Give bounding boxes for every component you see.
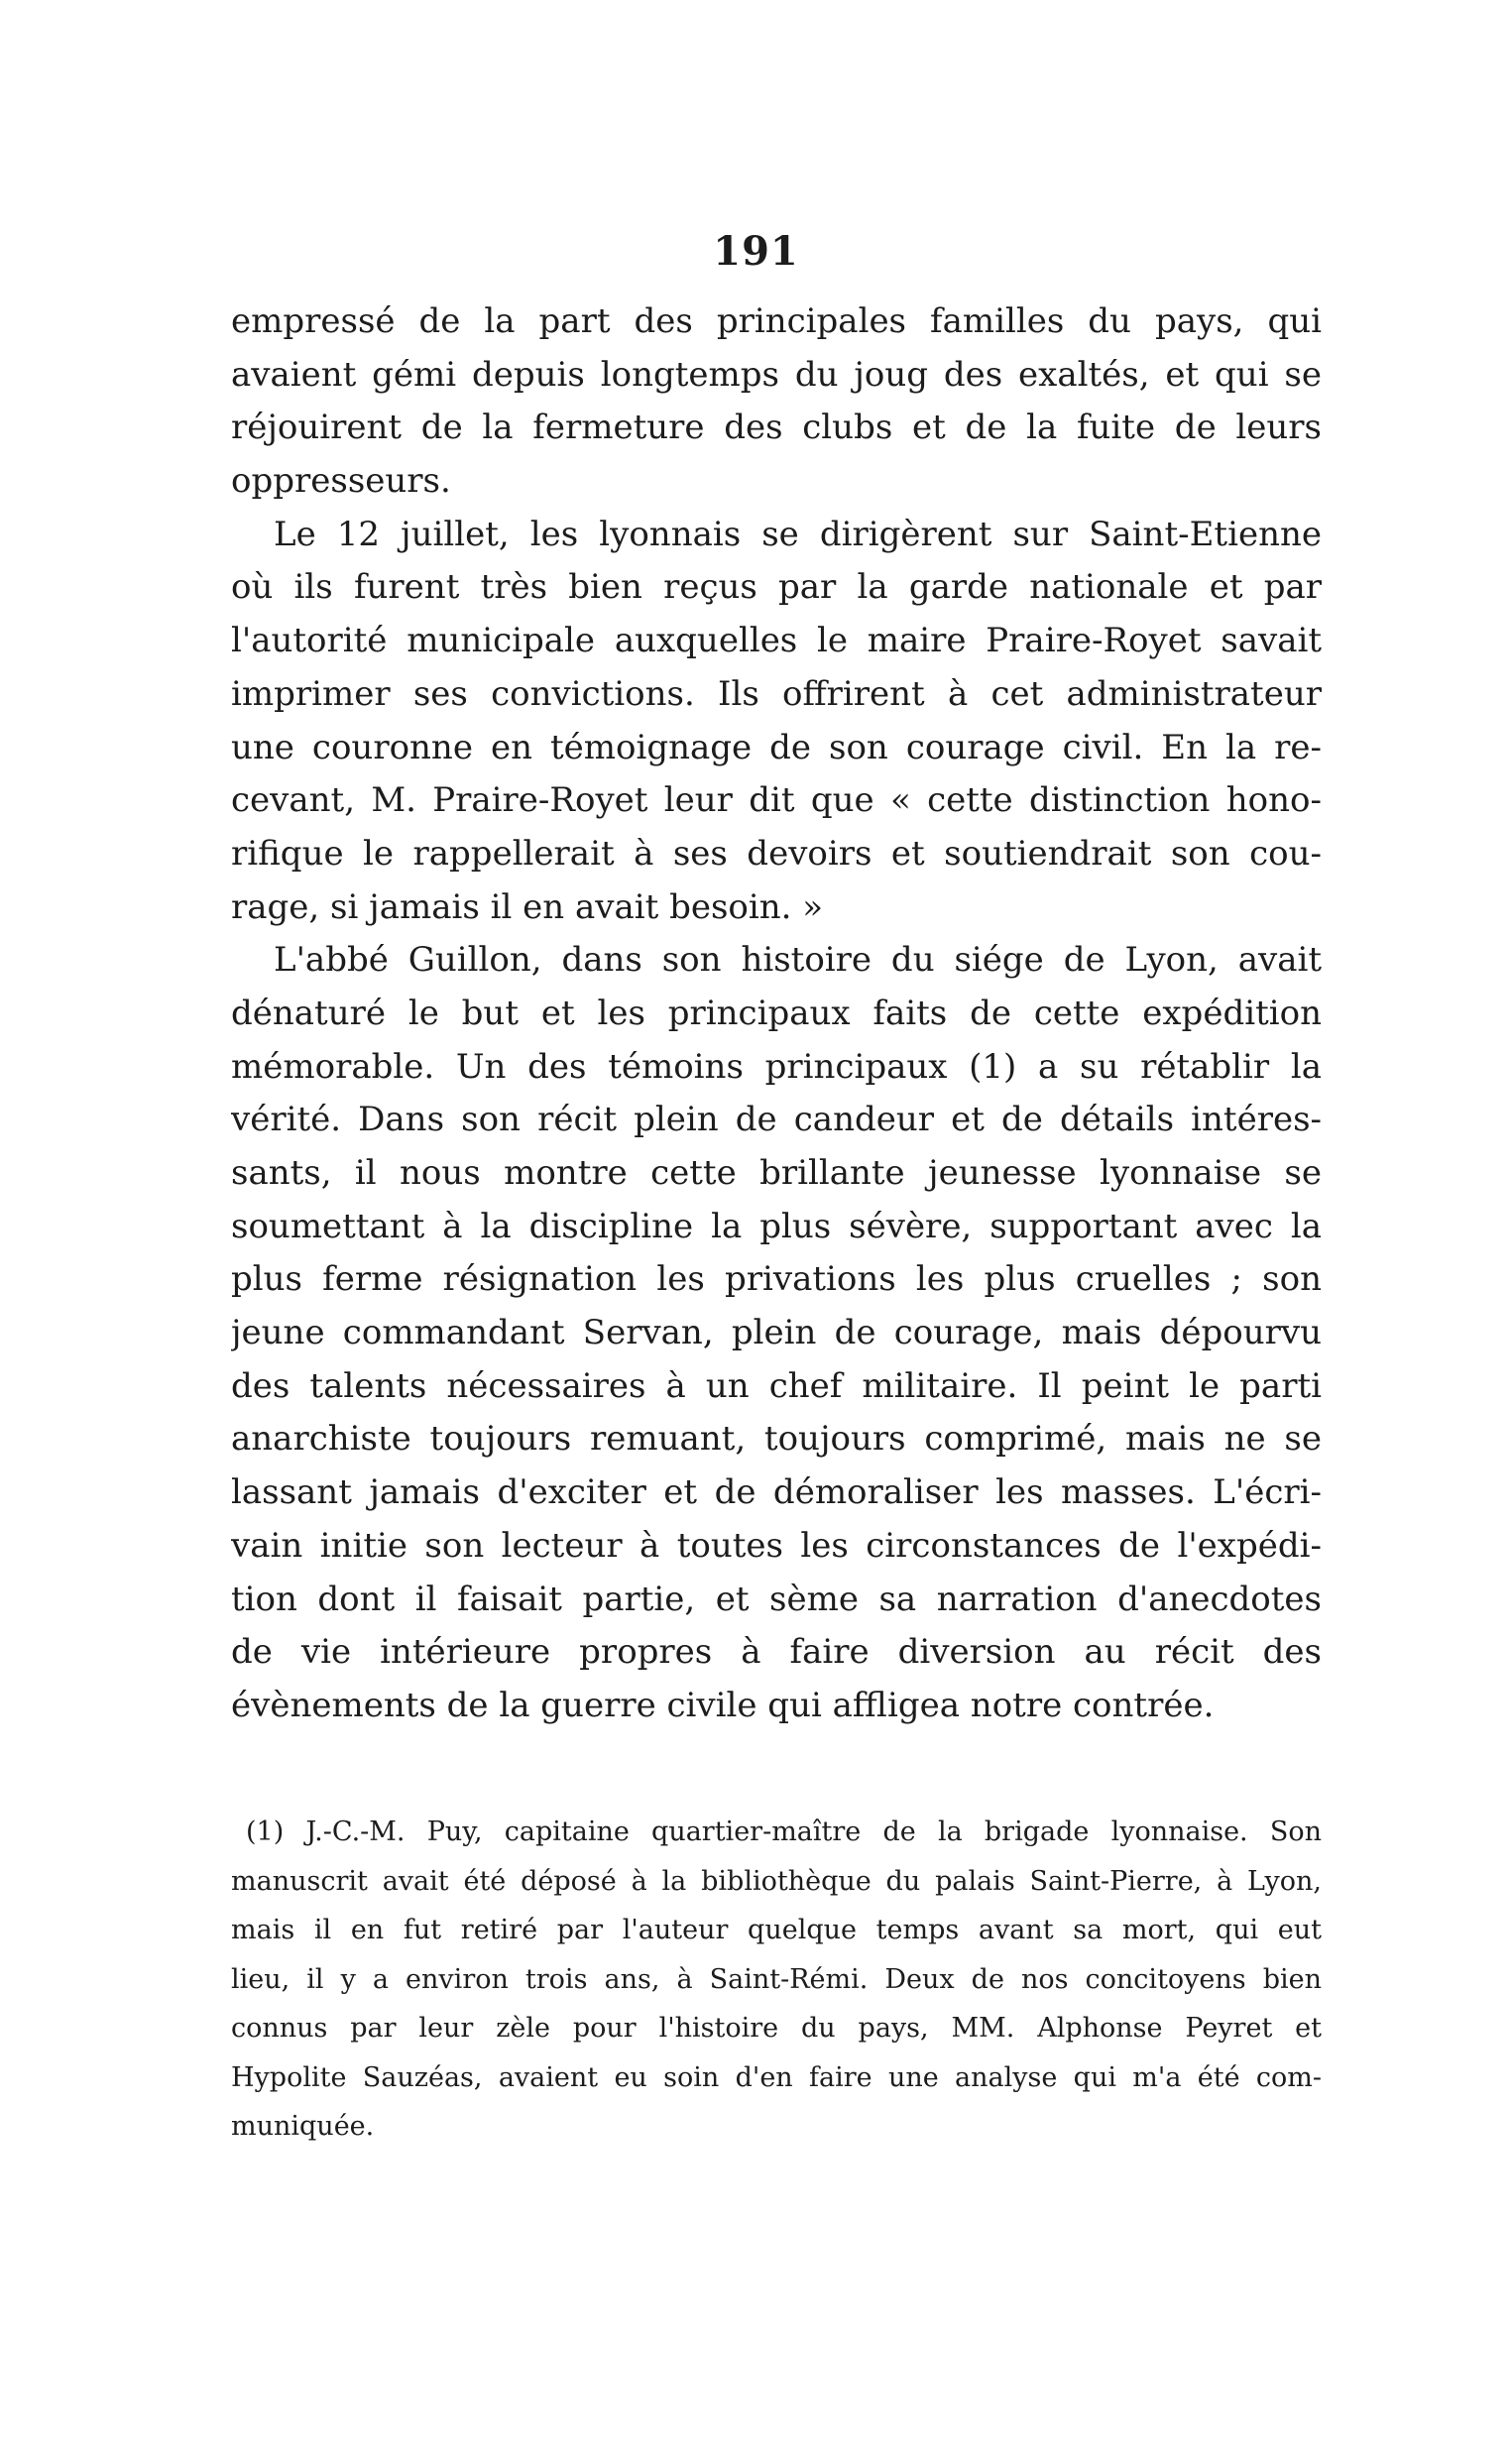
body-text: [231, 295, 1322, 1733]
paragraph-start-line: Le 12 juillet, les lyonnais se dirigèrent sur Saint-Etienne: [274, 514, 1322, 554]
footnote: [231, 1808, 1322, 2152]
footnote-line: connus par leur zèle pour l'histoire du pays, MM. Alphonse Peyret et: [231, 2013, 1322, 2044]
text-line: empressé de la part des principales familles du pays, qui: [231, 301, 1322, 341]
paragraph-start-line: L'abbé Guillon, dans son histoire du siége de Lyon, avait: [274, 940, 1322, 981]
text-line: de vie intérieure propres à faire diversion au récit des: [231, 1632, 1322, 1673]
text-line: mémorable. Un des témoins principaux (1) a su rétablir la: [231, 1046, 1322, 1087]
text-line: cevant, M. Praire-Royet leur dit que « cette distinction hono-: [231, 780, 1322, 821]
text-line: oppresseurs.: [231, 461, 451, 502]
text-line: réjouirent de la fermeture des clubs et de la fuite de leurs: [231, 408, 1322, 448]
footnote-line: (1) J.-C.-M. Puy, capitaine quartier-maître de la brigade lyonnaise. Son: [246, 1816, 1322, 1847]
footnote-line: mais il en fut retiré par l'auteur quelque temps avant sa mort, qui eut: [231, 1915, 1322, 1945]
footnote-line: muniquée.: [231, 2111, 375, 2142]
text-line: avaient gémi depuis longtemps du joug des exaltés, et qui se: [231, 354, 1322, 395]
text-line: jeune commandant Servan, plein de courage, mais dépourvu: [231, 1313, 1322, 1353]
page-number: 191: [713, 228, 799, 275]
text-line: anarchiste toujours remuant, toujours comprimé, mais ne se: [231, 1419, 1322, 1460]
text-line: l'autorité municipale auxquelles le maire Praire-Royet savait: [231, 621, 1322, 661]
text-line: dénaturé le but et les principaux faits de cette expédition: [231, 993, 1322, 1033]
text-line: où ils furent très bien reçus par la garde nationale et par: [231, 567, 1322, 608]
footnote-line: manuscrit avait été déposé à la bibliothèque du palais Saint-Pierre, à Lyon,: [231, 1865, 1322, 1897]
text-line: tion dont il faisait partie, et sème sa narration d'anecdotes: [231, 1579, 1322, 1619]
text-line: évènements de la guerre civile qui affligea notre contrée.: [231, 1685, 1215, 1725]
text-line: vérité. Dans son récit plein de candeur et de détails intéres-: [231, 1100, 1322, 1140]
text-line: soumettant à la discipline la plus sévère, supportant avec la: [231, 1206, 1322, 1246]
text-line: plus ferme résignation les privations les plus cruelles ; son: [231, 1259, 1322, 1300]
text-line: imprimer ses convictions. Ils offrirent à cet administrateur: [231, 673, 1322, 714]
footnote-line: lieu, il y a environ trois ans, à Saint-Rémi. Deux de nos concitoyens bien: [231, 1963, 1322, 1995]
text-line: une couronne en témoignage de son courage civil. En la re-: [231, 727, 1322, 767]
text-line: sants, il nous montre cette brillante jeunesse lyonnaise se: [231, 1153, 1322, 1193]
text-line: rage, si jamais il en avait besoin. »: [231, 886, 824, 927]
text-line: vain initie son lecteur à toutes les circonstances de l'expédi-: [231, 1525, 1322, 1566]
text-line: rifique le rappellerait à ses devoirs et soutiendrait son cou-: [231, 833, 1322, 874]
footnote-line: Hypolite Sauzéas, avaient eu soin d'en faire une analyse qui m'a été com-: [231, 2061, 1322, 2093]
text-line: lassant jamais d'exciter et de démoraliser les masses. L'écri-: [231, 1472, 1322, 1513]
text-line: des talents nécessaires à un chef militaire. Il peint le parti: [231, 1365, 1322, 1406]
